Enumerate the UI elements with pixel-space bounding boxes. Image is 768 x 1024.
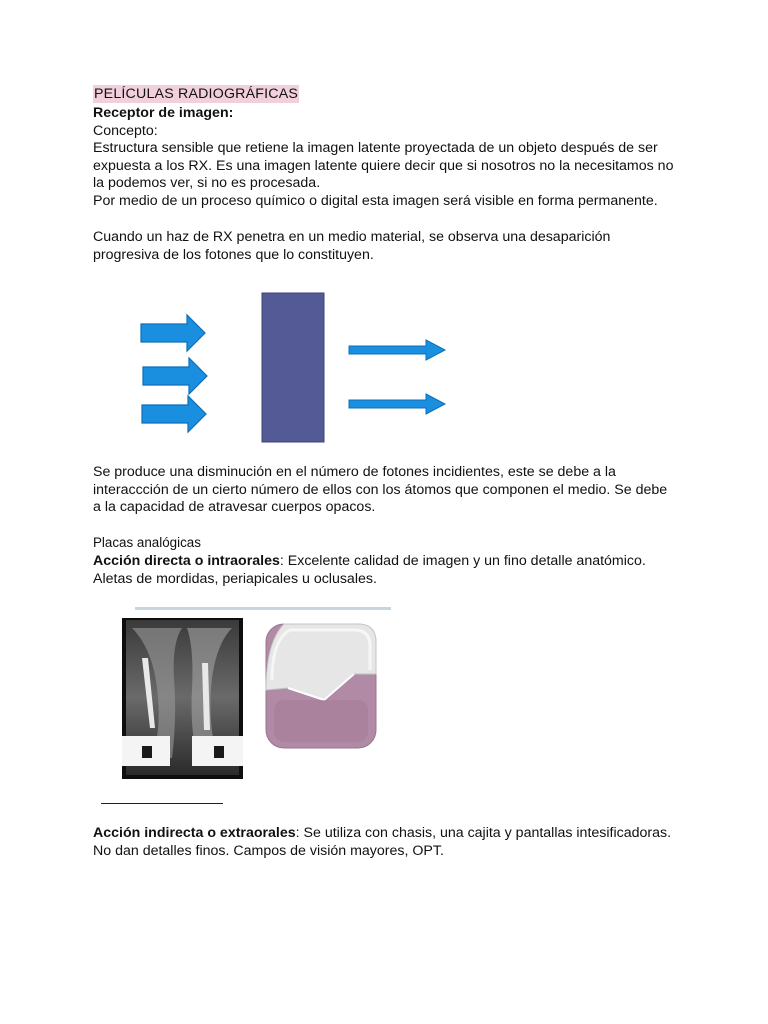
intro-paragraph xyxy=(93,229,683,264)
attenuation-paragraph xyxy=(93,464,683,517)
section-heading: Placas analógicas xyxy=(93,535,201,550)
receptor-line-4: Por medio de un proceso químico o digital esta imagen será visible en forma permanente. xyxy=(93,192,658,209)
intro-line-1: Cuando un haz de RX penetra en un medio material, se observa una desaparición xyxy=(93,229,611,245)
attenuation-diagram xyxy=(95,285,495,450)
receptor-line-3: la podemos ver, si no es procesada. xyxy=(93,175,321,192)
page-title: PELÍCULAS RADIOGRÁFICAS xyxy=(94,86,299,102)
direct-line-2: Aletas de mordidas, periapicales u oclusales. xyxy=(93,570,377,587)
periapical-radiograph xyxy=(122,618,243,779)
concept-label: Concepto: xyxy=(93,122,158,139)
direct-paragraph xyxy=(93,553,683,588)
attenuation-line-1: Se produce una disminución en el número de fotones incidientes, este se debe a la xyxy=(93,464,616,480)
indirect-text: : Se utiliza con chasis, una cajita y pantallas intesificadoras. xyxy=(295,825,672,841)
film-packet xyxy=(262,620,380,752)
direct-line-1 xyxy=(93,553,683,571)
image-top-border xyxy=(135,607,391,610)
direct-text: : Excelente calidad de imagen y un fino detalle anatómico. xyxy=(279,553,646,569)
indirect-line-1 xyxy=(93,825,683,843)
direct-label: Acción directa o intraorales xyxy=(93,553,280,569)
receptor-section xyxy=(93,105,683,211)
indirect-paragraph xyxy=(93,825,683,860)
indirect-label: Acción indirecta o extraorales xyxy=(93,825,296,841)
intro-line-2: progresiva de los fotones que lo constituyen. xyxy=(93,246,374,263)
attenuation-line-3: a la capacidad de atravesar cuerpos opacos. xyxy=(93,499,376,516)
attenuation-line-2: interaccción de un cierto número de ellos con los átomos que componen el medio. Se debe xyxy=(93,481,668,498)
indirect-line-2: No dan detalles finos. Campos de visión mayores, OPT. xyxy=(93,842,444,859)
medium-block xyxy=(262,293,324,442)
receptor-heading: Receptor de imagen: xyxy=(93,105,234,121)
receptor-line-1: Estructura sensible que retiene la imagen latente proyectada de un objeto después de ser xyxy=(93,140,658,157)
horizontal-rule xyxy=(101,803,223,804)
receptor-line-2: expuesta a los RX. Es una imagen latente quiere decir que si nosotros no la necesitamos no xyxy=(93,157,674,174)
